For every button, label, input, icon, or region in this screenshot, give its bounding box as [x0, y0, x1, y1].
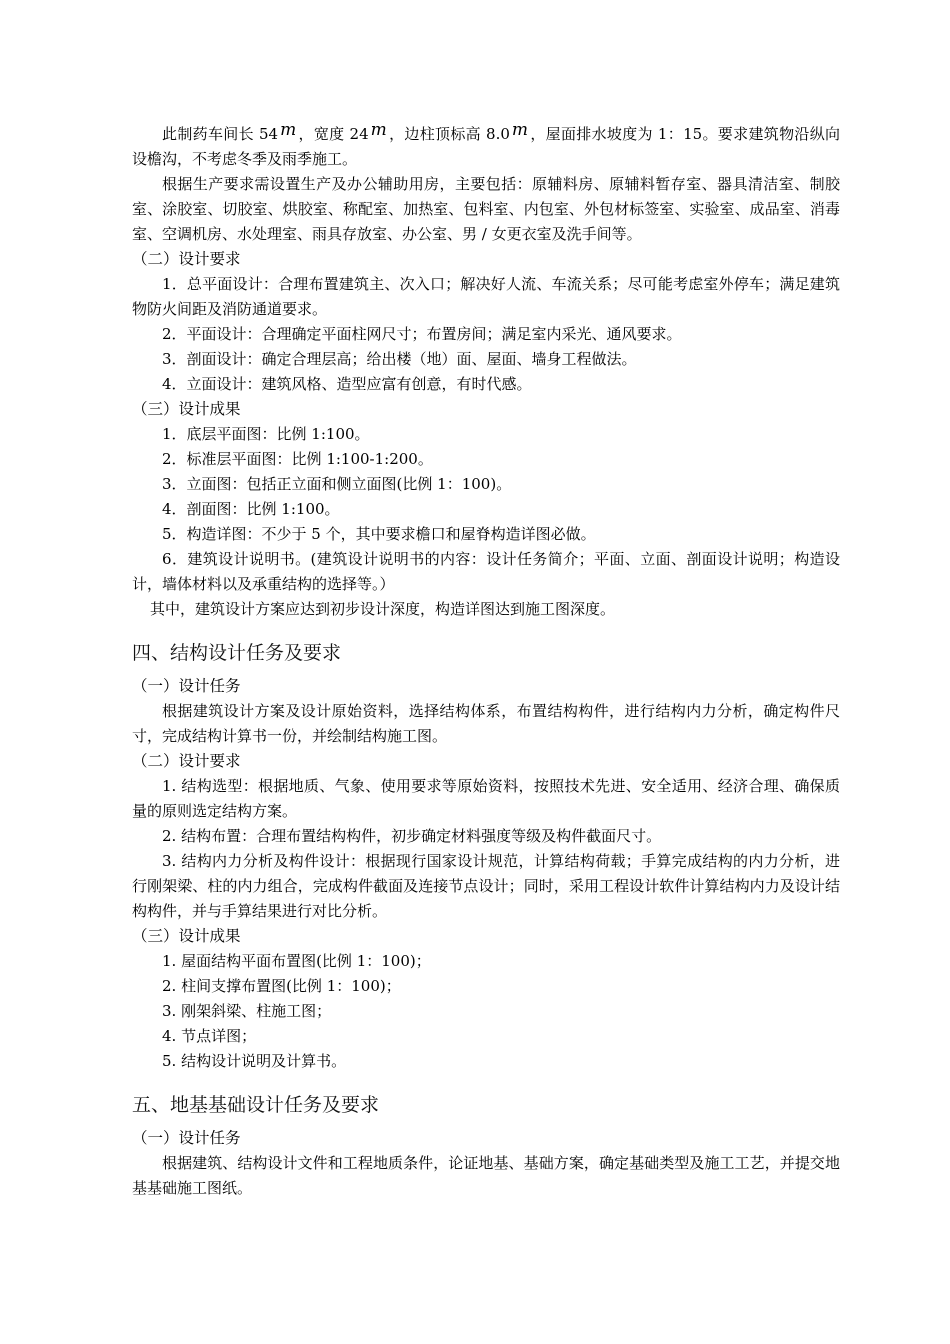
arch-out-item: 2．标准层平面图：比例 1:100-1:200。	[162, 450, 433, 468]
struct-out-item: 1. 屋面结构平面布置图(比例 1：100)；	[162, 952, 431, 970]
arch-out-item: 4．剖面图：比例 1:100。	[162, 500, 340, 518]
arch-note: 其中，建筑设计方案应达到初步设计深度，构造详图达到施工图深度。	[150, 600, 616, 618]
section-heading-structure: 四、结构设计任务及要求	[132, 642, 342, 664]
arch-outputs-title: （三）设计成果	[132, 400, 241, 418]
intro-paragraph-1: 此制药车间长 54 m ，宽度 24 m ，边柱顶标高 8.0 m ，屋面排水坡度为 1：15。要求建筑物沿纵向设檐沟，不考虑冬季及雨季施工。	[132, 120, 841, 168]
unit-meter: m	[370, 120, 387, 140]
struct-req-item: 3. 结构内力分析及构件设计：根据现行国家设计规范，计算结构荷载；手算完成结构的内力分析，进行刚架梁、柱的内力组合，完成构件截面及连接节点设计；同时，采用工程设计软件计算结构内力及设计结构构件，并与手算结果进行对比分析。	[132, 852, 840, 920]
struct-out-item: 5. 结构设计说明及计算书。	[162, 1052, 347, 1070]
struct-out-item: 2. 柱间支撑布置图(比例 1：100)；	[162, 977, 401, 995]
intro-paragraph-2: 根据生产要求需设置生产及办公辅助用房，主要包括：原辅料房、原辅料暂存室、器具清洁室、制胶室、涂胶室、切胶室、烘胶室、称配室、加热室、包料室、内包室、外包材标签室、实验室、成品室、消毒室、空调机房、水处理室、雨具存放室、办公室、男 / 女更衣室及洗手间等。	[132, 175, 840, 243]
unit-meter: m	[280, 120, 297, 140]
arch-req-item: 3．剖面设计：确定合理层高；给出楼（地）面、屋面、墙身工程做法。	[162, 350, 637, 368]
arch-out-item: 5．构造详图：不少于 5 个，其中要求檐口和屋脊构造详图必做。	[162, 525, 596, 543]
arch-req-item: 2．平面设计：合理确定平面柱网尺寸；布置房间；满足室内采光、通风要求。	[162, 325, 682, 343]
found-task: 根据建筑、结构设计文件和工程地质条件，论证地基、基础方案，确定基础类型及施工工艺，并提交地基基础施工图纸。	[132, 1154, 840, 1197]
struct-out-item: 4. 节点详图；	[162, 1027, 257, 1045]
unit-meter: m	[511, 120, 529, 140]
arch-req-item: 1．总平面设计：合理布置建筑主、次入口；解决好人流、车流关系；尽可能考虑室外停车；满足建筑物防火间距及消防通道要求。	[132, 275, 840, 318]
section-heading-foundation: 五、地基基础设计任务及要求	[132, 1094, 380, 1116]
arch-req-item: 4．立面设计：建筑风格、造型应富有创意，有时代感。	[162, 375, 532, 393]
struct-req-item: 1. 结构选型：根据地质、气象、使用要求等原始资料，按照技术先进、安全适用、经济合理、确保质量的原则选定结构方案。	[132, 777, 840, 820]
struct-requirements-title: （二）设计要求	[132, 752, 241, 770]
struct-outputs-title: （三）设计成果	[132, 927, 241, 945]
document-page	[132, 122, 840, 1201]
arch-requirements-title: （二）设计要求	[132, 250, 241, 268]
arch-out-item: 1．底层平面图：比例 1:100。	[162, 425, 370, 443]
struct-out-item: 3. 刚架斜梁、柱施工图；	[162, 1002, 332, 1020]
arch-out-item: 3．立面图：包括正立面和侧立面图(比例 1：100)。	[162, 475, 512, 493]
struct-task: 根据建筑设计方案及设计原始资料，选择结构体系，布置结构构件，进行结构内力分析，确定构件尺寸，完成结构计算书一份，并绘制结构施工图。	[132, 702, 840, 745]
struct-task-title: （一）设计任务	[132, 677, 241, 695]
arch-out-item: 6．建筑设计说明书。(建筑设计说明书的内容：设计任务简介；平面、立面、剖面设计说明；构造设计，墙体材料以及承重结构的选择等。）	[132, 550, 840, 593]
struct-req-item: 2. 结构布置：合理布置结构构件，初步确定材料强度等级及构件截面尺寸。	[162, 827, 662, 845]
found-task-title: （一）设计任务	[132, 1129, 241, 1147]
